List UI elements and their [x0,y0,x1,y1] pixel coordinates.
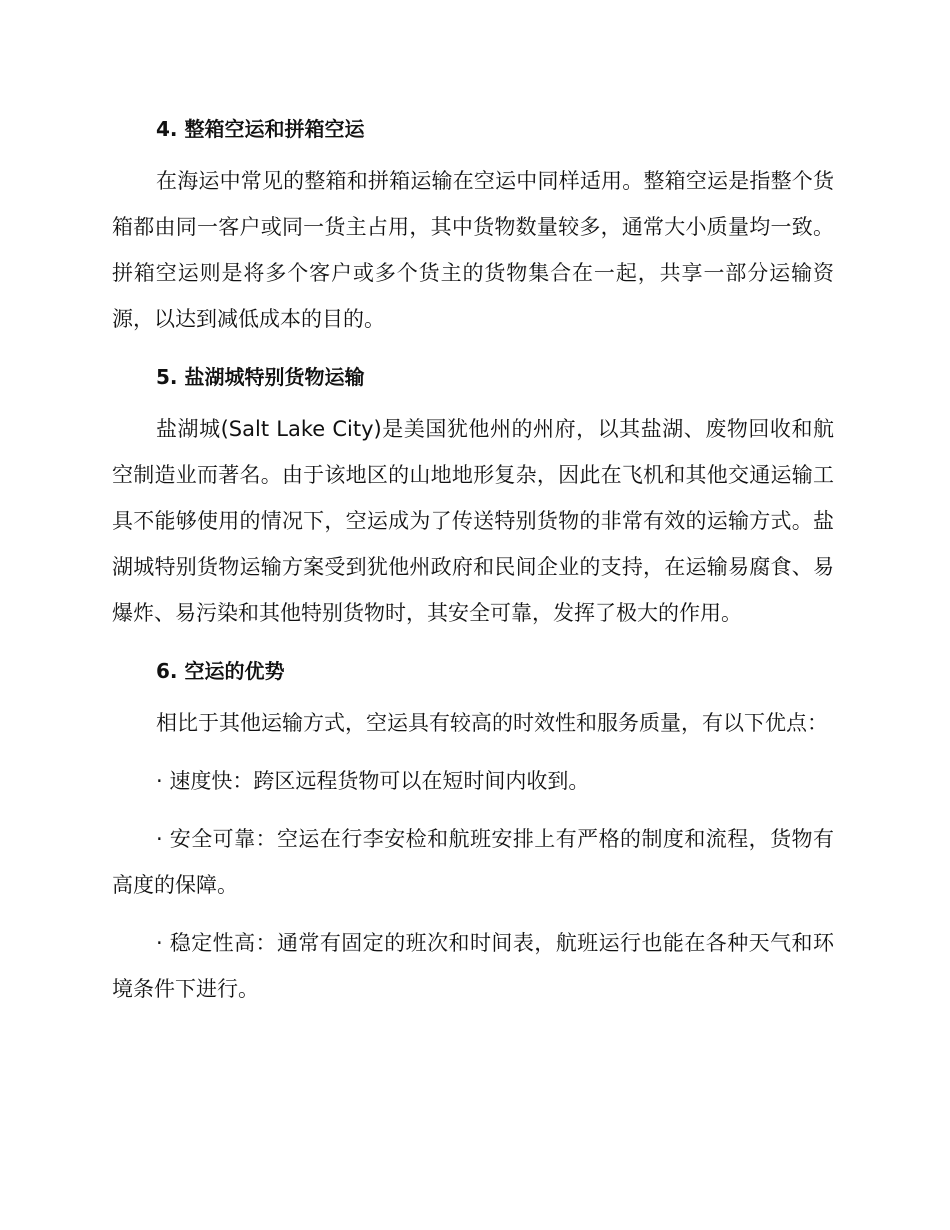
section-paragraph: 在海运中常见的整箱和拼箱运输在空运中同样适用。整箱空运是指整个货箱都由同一客户或同一货主占用，其中货物数量较多，通常大小质量均一致。拼箱空运则是将多个客户或多个货主的货物集合在一起，共享一部分运输资源，以达到减低成本的目的。 [112,169,834,331]
section-heading-6: 6. 空运的优势 [156,659,285,683]
bullet-item: · 速度快：跨区远程货物可以在短时间内收到。 [156,769,590,793]
section-heading-5: 5. 盐湖城特别货物运输 [156,365,365,389]
section-paragraph: 盐湖城(Salt Lake City)是美国犹他州的州府，以其盐湖、废物回收和航空制造业而著名。由于该地区的山地地形复杂，因此在飞机和其他交通运输工具不能够使用的情况下，空运成为了传送特别货物的非常有效的运输方式。盐湖城特别货物运输方案受到犹他州政府和民间企业的支持，在运输易腐食、易爆炸、易污染和其他特别货物时，其安全可靠，发挥了极大的作用。 [112,417,834,625]
document-body [112,106,834,1024]
section-paragraph: 相比于其他运输方式，空运具有较高的时效性和服务质量，有以下优点： [156,711,828,735]
section-heading-4: 4. 整箱空运和拼箱空运 [156,117,365,141]
bullet-item: · 安全可靠：空运在行李安检和航班安排上有严格的制度和流程，货物有高度的保障。 [112,827,834,897]
bullet-item: · 稳定性高：通常有固定的班次和时间表，航班运行也能在各种天气和环境条件下进行。 [112,931,834,1001]
